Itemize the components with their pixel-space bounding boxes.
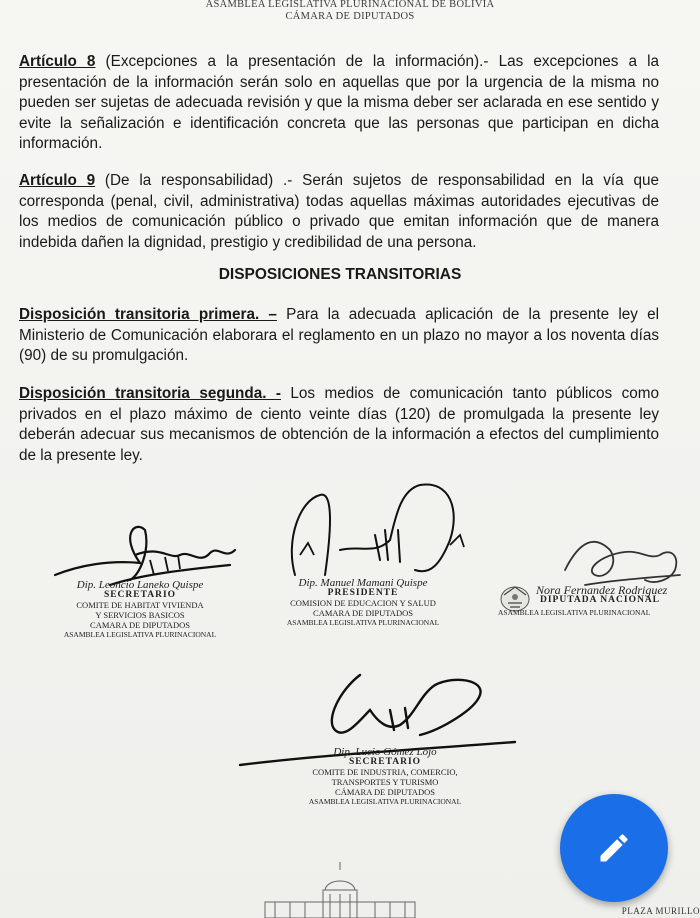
signature-1 (55, 580, 225, 640)
signature-4-name: Dip. Lucio Gómez Lojo (333, 746, 437, 758)
signature-3-role: DIPUTADA NACIONAL (540, 595, 661, 605)
signature-2-line: CAMARA DE DIPUTADOS (313, 608, 413, 618)
signature-3-name: Nora Fernandez Rodriguez (536, 583, 668, 597)
signature-2-line: ASAMBLEA LEGISLATIVA PLURINACIONAL (286, 618, 440, 627)
disposicion-segunda-label: Disposición transitoria segunda. - (19, 385, 281, 402)
header-line-2: CÁMARA DE DIPUTADOS (285, 11, 415, 22)
articulo-9 (19, 171, 659, 253)
articulo-9-label: Artículo 9 (19, 172, 96, 189)
disposicion-primera-label: Disposición transitoria primera. – (19, 306, 277, 323)
signature-1-line: COMITE DE HABITAT VIVIENDA (76, 600, 204, 610)
signature-4-line: ASAMBLEA LEGISLATIVA PLURINACIONAL (308, 797, 462, 806)
signature-4-line: COMITE DE INDUSTRIA, COMERCIO, (312, 767, 458, 777)
disposicion-primera-text: Para la adecuada aplicación de la presente ley el Ministerio de Comunicación elaborara el reglamento en un plazo no mayor a los noventa días (90) de su promulgación. (19, 306, 660, 365)
signature-3-scribble (555, 530, 685, 590)
signature-1-line: ASAMBLEA LEGISLATIVA PLURINACIONAL (63, 630, 217, 639)
signature-1-line: Y SERVICIOS BASICOS (95, 610, 185, 620)
signature-4-line: CÁMARA DE DIPUTADOS (335, 787, 435, 797)
signature-4 (305, 747, 465, 807)
signature-4-role: SECRETARIO (348, 757, 422, 767)
signature-3 (498, 585, 668, 618)
legislative-building-icon (255, 860, 425, 918)
signature-1-name: Dip. Leoncio Laneko Quispe (76, 579, 204, 591)
signature-2-line: COMISION DE EDUCACION Y SALUD (290, 598, 436, 608)
header-line-1: ASAMBLEA LEGISLATIVA PLURINACIONAL DE BOLIVIA (205, 0, 495, 10)
signature-2 (278, 578, 448, 628)
section-title: DISPOSICIONES TRANSITORIAS (218, 266, 462, 283)
disposicion-segunda-text: Los medios de comunicación tanto públicos como privados en el plazo máximo de ciento veinte días (120) de promulgada la presente ley deberán adecuar sus mecanismos de obtención de la información a efectos del cumplimiento de la presente ley. (19, 385, 659, 464)
signature-2-name: Dip. Manuel Mamani Quispe (298, 577, 428, 589)
articulo-8-label: Artículo 8 (19, 53, 96, 70)
signature-2-scribble (280, 480, 480, 590)
pencil-icon (596, 830, 632, 866)
document-header (0, 0, 700, 23)
disposicion-primera (19, 305, 659, 367)
signature-1-role: SECRETARIO (103, 590, 177, 600)
signature-3-line: ASAMBLEA LEGISLATIVA PLURINACIONAL (498, 608, 651, 617)
signature-1-line: CAMARA DE DIPUTADOS (90, 620, 190, 630)
articulo-8 (19, 52, 659, 155)
disposicion-segunda (19, 384, 659, 466)
footer-label: PLAZA MURILLO (621, 906, 700, 916)
articulo-9-text: (De la responsabilidad) .- Serán sujetos de responsabilidad en la vía que corresponda (penal, civil, administrativa) todas aquellas máximas autoridades ejecutivas de los medios de comunicación público o privado que emitan información que de manera indebida dañen la dignidad, prestigio y credibilidad de una persona. (19, 172, 660, 251)
edit-fab-button[interactable] (560, 794, 668, 902)
signature-4-line: TRANSPORTES Y TURISMO (331, 777, 439, 787)
articulo-8-text: (Excepciones a la presentación de la información).- Las excepciones a la presentación de la información serán solo en aquellas que por la urgencia de la misma no pueden ser sujetas de adecuada revisión y que la misma deber ser aclarada en ese sentido y evite la señalización e identificación concreta que las personas que participan en dicha información. (19, 53, 660, 153)
signature-2-role: PRESIDENTE (327, 588, 399, 598)
